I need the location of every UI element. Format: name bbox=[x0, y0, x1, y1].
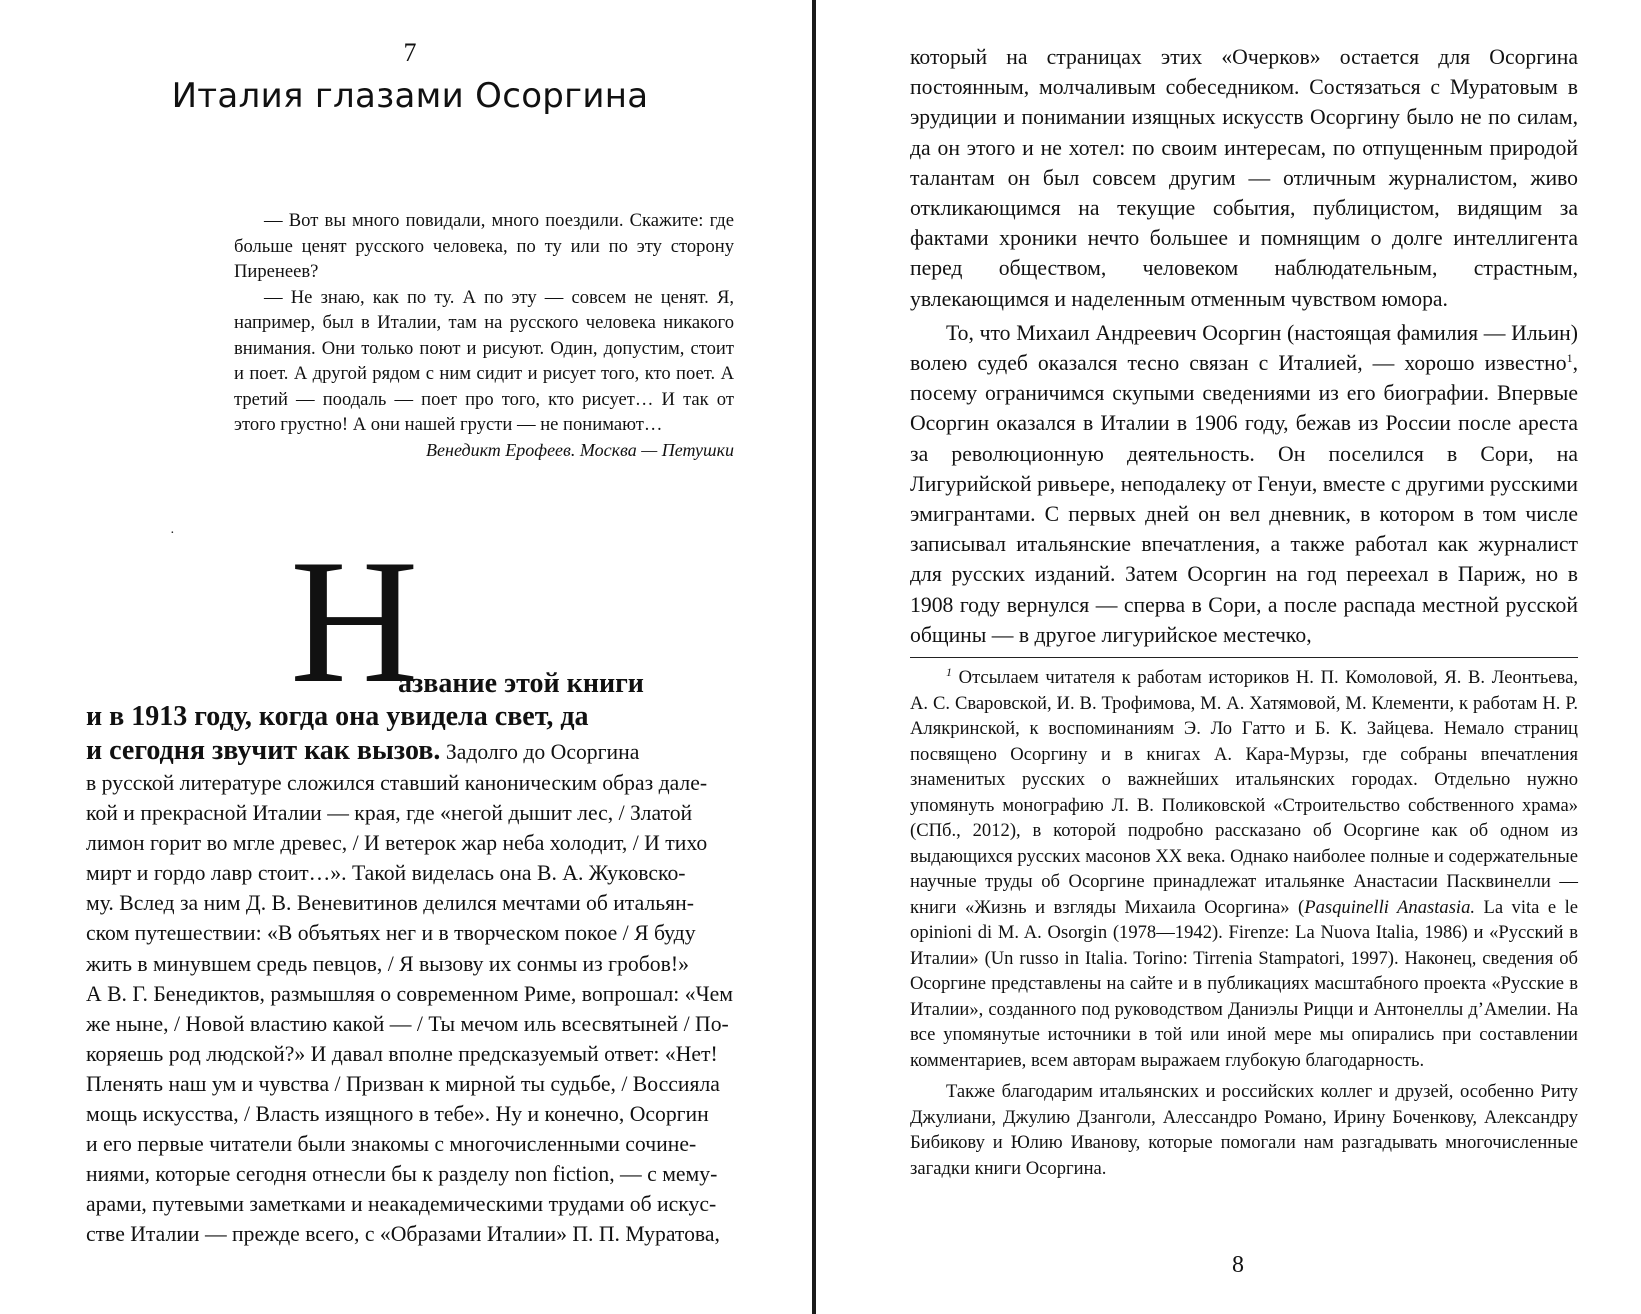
lead-line: и сегодня звучит как вызов. bbox=[86, 735, 441, 766]
paragraph-text: То, что Михаил Андреевич Осоргин (настоящая фамилия — Ильин) волею судеб оказался тесно связан с Италией, — хорошо известно bbox=[910, 320, 1578, 376]
body-line: и его первые читатели были знакомы с многочисленными сочине- bbox=[86, 1132, 697, 1157]
epigraph bbox=[234, 208, 734, 463]
body-line: А В. Г. Бенедиктов, размышляя о современном Риме, вопрошал: «Чем bbox=[86, 981, 734, 1006]
body-line: лимон горит во мгле древес, / И ветерок жар неба холодит, / И тихо bbox=[86, 831, 708, 856]
epigraph-paragraph: — Вот вы много повидали, много поездили. Скажите: где больше ценят русского человека, по ту или по эту сторону Пиренеев? bbox=[234, 210, 734, 282]
epigraph-paragraph: — Не знаю, как по ту. А по эту — совсем не ценят. Я, например, был в Италии, там на русского человека никакого внимания. Они только поют и рисуют. Один, допустим, стоит и поет. А другой рядом с ним сидит и рисует того, кто поет. А третий — поодаль — поет про того, кто рисует… И так от этого грустно! А они нашей грусти — не понимают… bbox=[234, 286, 734, 435]
body-line: коряешь род людской?» И давал вполне предсказуемый ответ: «Нет! bbox=[86, 1041, 718, 1066]
chapter-number: 7 bbox=[403, 38, 417, 67]
footnote bbox=[910, 665, 1578, 1073]
paragraph-text: , посему ограничимся скупыми сведениями из его биографии. Впервые Осоргин оказался в Италии в 1906 году, бежав из России после ареста за революционную деятельность. Он поселился в Сори, на Лигурийской ривьере, неподалеку от Генуи, вместе с другими русскими эмигрантами. С первых дней он вел дневник, в котором в том числе записывал итальянские впечатления, а также работал как журналист для русских изданий. Затем Осоргин на год переехал в Париж, но в 1908 году вернулся — сперва в Сори, а после распада местной русской общины — в другое лигурийское местечко, bbox=[910, 351, 1578, 647]
body-line: мирт и гордо лавр стоит…». Такой виделась она В. А. Жуковско- bbox=[86, 861, 686, 886]
body-line: же ныне, / Новой властию какой — / Ты мечом иль всесвятыней / По- bbox=[86, 1011, 729, 1036]
footnotes bbox=[910, 665, 1578, 1181]
footnote-marker: 1 bbox=[946, 664, 952, 679]
footnote-reference: 1 bbox=[1566, 350, 1573, 365]
body-line: жить в минувшем средь певцов, / Я вызову их сонмы из гробов!» bbox=[86, 951, 689, 976]
body-line bbox=[86, 734, 736, 768]
body-line: му. Вслед за ним Д. В. Веневитинов делился мечтами об итальян- bbox=[86, 891, 694, 916]
body-line: кой и прекрасной Италии — края, где «негой дышит лес, / Златой bbox=[86, 801, 693, 826]
left-page bbox=[0, 0, 814, 1314]
body-paragraph: который на страницах этих «Очерков» остается для Осоргина постоянным, молчаливым собеседником. Состязаться с Муратовым в эрудиции и понимании изящных искусств Осоргину было не по силам, да он этого и не хотел: по своим интересам, по отпущенным природой талантам он был совсем другим — отличным журналистом, живо откликающимся на текущие события, публицистом, видящим за фактами хроники нечто большее и помнящим о долге интеллигента перед обществом, человеком наблюдательным, страстным, увлекающимся и наделенным отменным чувством юмора. bbox=[910, 45, 1578, 311]
body-line-text: Задолго до Осоргина bbox=[445, 740, 640, 764]
body-line: стве Италии — прежде всего, с «Образами Италии» П. П. Муратова, bbox=[86, 1222, 720, 1247]
footnote-italic: Pasquinelli Anastasia. bbox=[1304, 896, 1476, 918]
right-page bbox=[818, 0, 1641, 1314]
page-number: 8 bbox=[1232, 1252, 1244, 1278]
body-line: Пленять наш ум и чувства / Призван к мирной ты судьбе, / Воссияла bbox=[86, 1071, 720, 1096]
footnote-text: La vita e le opinioni di M. A. Osorgin (1978—1942). Firenze: La Nuova Italia, 1986) и «Русский в Италии» (Un russo in Italia. Torino: Tirrenia Stampatori, 1997). Наконец, сведения об Осоргине представлены на сайте и в публикациях масштабного проекта «Русские в Италии», созданного под руководством Даниэлы Рицци и Антонеллы д’Амелии. На все упомянутые источники в той или иной мере мы опирались при составлении комментариев, всем авторам выражаем глубокую благодарность. bbox=[910, 896, 1578, 1071]
body-paragraph bbox=[910, 318, 1578, 650]
epigraph-source: Венедикт Ерофеев. Москва — Петушки bbox=[426, 439, 734, 460]
left-body-text bbox=[86, 700, 736, 1250]
body-line: ниями, которые сегодня отнесли бы к разделу non fiction, — с мему- bbox=[86, 1162, 718, 1187]
body-line: в русской литературе сложился ставший каноническим образ дале- bbox=[86, 771, 708, 795]
lead-line: азвание этой книги bbox=[398, 668, 644, 699]
lead-line: и в 1913 году, когда она увидела свет, да bbox=[86, 701, 589, 732]
body-line: арами, путевыми заметками и неакадемическими трудами об искус- bbox=[86, 1192, 717, 1217]
footnote-text: Отсылаем читателя к работам историков Н. П. Комоловой, Я. В. Леонтьева, А. С. Сваровской, И. В. Трофимова, М. А. Хатямовой, М. Клементи, к работам Н. Р. Алякринской, к воспоминаниям Э. Ло Гатто и Б. К. Зайцева. Немало страниц посвящено Осоргину и в книгах А. Кара-Мурзы, где собраны впечатления знаменитых русских о важнейших итальянских городах. Отдельно нужно упомянуть монографию Л. В. Поликовской «Строительство собственного храма» (СПб., 2012), в которой подробно рассказано об Осоргине как об одном из выдающихся русских масонов XX века. Однако наиболее полные и содержательные научные труды об Осоргине принадлежат итальянке Анастасии Пасквинелли — книги «Жизнь и взгляды Михаила Осоргина» ( bbox=[910, 667, 1578, 918]
right-body-text bbox=[910, 42, 1578, 650]
footnote-acknowledgement: Также благодарим итальянских и российских коллег и друзей, особенно Риту Джулиани, Джулию Дзанголи, Алессандро Романо, Ирину Боченкову, Александру Бибикову и Юлию Иванову, которые помогали нам разгадывать многочисленные загадки книги Осоргина. bbox=[910, 1081, 1578, 1179]
stray-mark: · bbox=[170, 526, 175, 541]
footnote-separator bbox=[910, 657, 1578, 658]
chapter-title: Италия глазами Осоргина bbox=[171, 76, 649, 116]
drop-cap: Н bbox=[290, 522, 419, 720]
body-line: мощь искусства, / Власть изящного в тебе». Ну и конечно, Осоргин bbox=[86, 1102, 709, 1127]
body-line: ском путешествии: «В объятьях нег и в творческом покое / Я буду bbox=[86, 921, 696, 946]
